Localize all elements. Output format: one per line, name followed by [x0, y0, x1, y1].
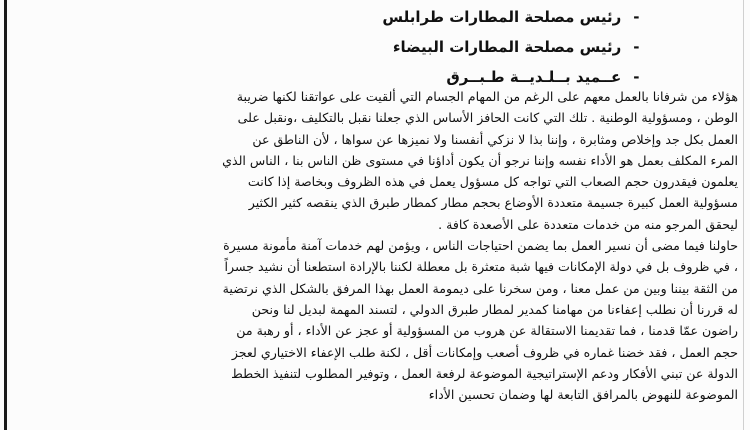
- body-line: الموضوعة للنهوض بالمرافق التابعة لها وضمان تحسين الأداء: [428, 387, 738, 403]
- recipient-text: رئيس مصلحة المطارات البيضاء: [392, 38, 622, 56]
- body-line: راضون عمّا قدمنا ، فما تقديمنا الاستقالة عن هروب من المسؤولية أو عجز عن الأداء ، أو رهبة من: [236, 323, 738, 339]
- body-line: يعلمون فيقدرون حجم الصعاب التي تواجه كل مسؤول يعمل في هذه الظروف وبخاصة إذا كانت: [247, 174, 738, 190]
- body-line: ليحقق المرجو منه من خدمات متعددة على الأصعدة كافة .: [438, 216, 738, 232]
- body-line: مسؤولية العمل كبيرة جسيمة متعددة الأوضاع بحجم مطار كمطار طبرق الذي ينقصه كثير الكثير: [248, 195, 738, 211]
- body-line: العمل بكل جد وإخلاص ومثابرة ، وإننا بذا لا نزكي أنفسنا ولا نميزها عن سواها ، لأن الناطق عن: [252, 131, 738, 147]
- recipient-dash: -: [633, 68, 640, 86]
- right-margin-rule: [743, 0, 744, 430]
- body-line: له قررنا أن نطلب إعفاءنا من مهامنا كمدير لمطار طبرق الدولي ، لتسند المهمة لبديل لنا ونحن: [251, 301, 738, 317]
- body-line: حاولنا فيما مضى أن نسير العمل بما يضمن احتياجات الناس ، ويؤمن لهم خدمات آمنة مأمونة مسيرة: [223, 238, 738, 254]
- left-margin-rule: [4, 0, 7, 430]
- body-line: هؤلاء من شرفانا بالعمل معهم على الرغم من المهام الجسام التي ألقيت على عواتقنا لكنها ضريبة: [236, 89, 738, 104]
- recipient-dash: -: [633, 38, 640, 56]
- body-line: ، في ظروف بل في دولة الإمكانات فيها شبة متعثرة بل معطلة لكننا بالإرادة استطعنا أن نشيد جسراً: [224, 259, 738, 275]
- recipient-text: رئيس مصلحة المطارات طرابلس: [382, 8, 622, 26]
- letter-body: [14, 86, 738, 405]
- recipient-line: [280, 32, 640, 62]
- body-line: حجم العمل ، فقد خضنا غماره في ظروف أصعب وإمكانات أقل ، لكنة طلب الإعفاء الاختياري لعجز: [231, 344, 738, 360]
- body-line: الدولة عن تبني الأفكار ودعم الإستراتيجية الموضوعة لرفعة العمل ، وتوفير المطلوب لتنفيذ الخطط: [231, 365, 738, 381]
- recipients-list: [280, 2, 640, 92]
- recipient-dash: -: [633, 8, 640, 26]
- body-line: المرء المكلف بعمل هو الأداء نفسه وإننا نرجو أن يكون أداؤنا في مستوى ظن الناس بنا ، الناس الذي: [222, 152, 738, 168]
- recipient-line: [280, 2, 640, 32]
- body-line: من الثقة بيننا وبين من عمل معنا ، ومن سخرنا على ديمومة العمل بهذا المرفق بالشكل الذي نرتضية: [222, 280, 738, 296]
- body-line: الوطن ، ومسؤولية الوطنية . تلك التي كانت الحافز الأساس الذي جعلنا نقبل بالتكليف ،ونقبل على: [237, 110, 738, 126]
- recipient-text: عــميد بــلـديــة طـبــرق: [446, 68, 622, 86]
